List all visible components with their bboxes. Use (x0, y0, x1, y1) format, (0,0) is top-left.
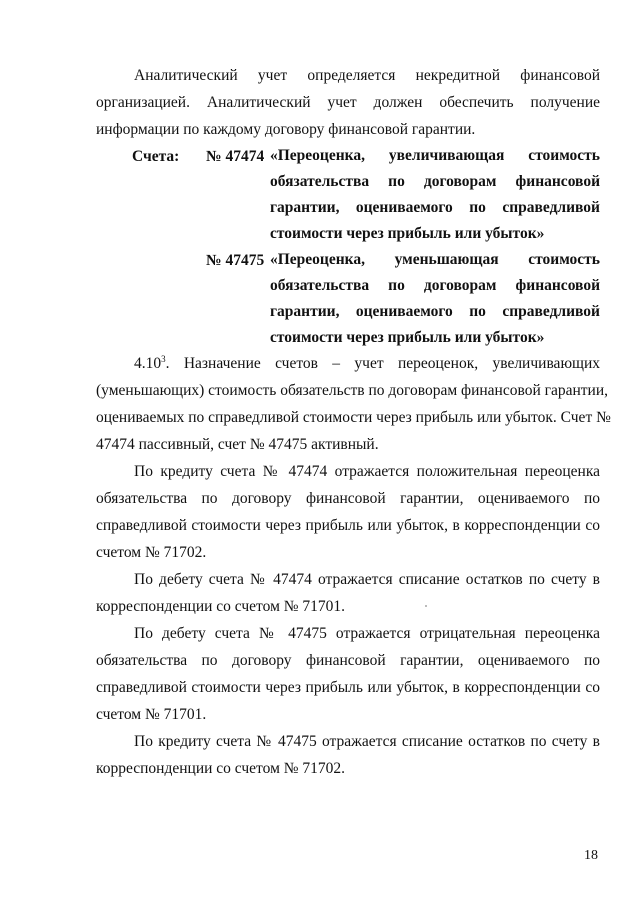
text-line: справедливой стоимости через прибыль или убыток, в корреспонденции со (96, 517, 600, 534)
section-heading-line (96, 350, 600, 377)
account-number: № 47475 (206, 252, 265, 269)
section-number-superscript: 3 (161, 354, 166, 364)
account-number: № 47474 (206, 148, 265, 165)
accounts-label: Счета: (132, 148, 180, 165)
text-line: обязательства по договорам финансовой (270, 277, 600, 294)
text-line: счетом № 71702. (96, 544, 207, 561)
text-line: По дебету счета № 47475 отражается отрицательная переоценка (134, 625, 600, 642)
debit-47474-paragraph (96, 566, 600, 620)
account-description (270, 143, 600, 247)
intro-paragraph (96, 62, 600, 143)
text-line: обязательства по договорам финансовой (270, 173, 600, 190)
text-line: корреспонденции со счетом № 71702. (96, 760, 346, 777)
section-paragraph (96, 350, 611, 458)
credit-47475-paragraph (96, 728, 600, 782)
text-line: стоимости через прибыль или убыток» (270, 329, 545, 346)
text-line: По дебету счета № 47474 отражается списание остатков по счету в (134, 571, 600, 588)
text-line: гарантии, оцениваемого по справедливой (270, 199, 600, 216)
debit-47475-paragraph (96, 620, 600, 728)
text-line: По кредиту счета № 47475 отражается списание остатков по счету в (134, 733, 600, 750)
text-line: «Переоценка, увеличивающая стоимость (270, 147, 600, 164)
text-line: корреспонденции со счетом № 71701. (96, 598, 346, 615)
text-line: обязательства по договору финансовой гарантии, оцениваемого по (96, 490, 600, 507)
text-line: 47474 пассивный, счет № 47475 активный. (96, 436, 379, 453)
text-line: счетом № 71701. (96, 706, 207, 723)
text-line: «Переоценка, уменьшающая стоимость (270, 251, 600, 268)
text-line: По кредиту счета № 47474 отражается положительная переоценка (134, 463, 600, 480)
text-line: стоимости через прибыль или убыток» (270, 225, 545, 242)
scan-speck (425, 605, 427, 607)
page-number: 18 (584, 848, 598, 863)
account-description (270, 247, 600, 351)
text-line: гарантии, оцениваемого по справедливой (270, 303, 600, 320)
text-line: (уменьшающих) стоимость обязательств по договорам финансовой гарантии, (96, 382, 609, 399)
text-line: обязательства по договору финансовой гарантии, оцениваемого по (96, 652, 600, 669)
text-line: информации по каждому договору финансовой гарантии. (96, 121, 476, 138)
section-number: 4.10 (134, 355, 162, 372)
text-fragment: . Назначение счетов – учет переоценок, увеличивающих (165, 355, 600, 372)
text-line: оцениваемых по справедливой стоимости через прибыль или убыток. Счет № (96, 409, 611, 426)
credit-47474-paragraph (96, 458, 600, 566)
text-line: Аналитический учет определяется некредитной финансовой (134, 67, 600, 84)
text-line: организацией. Аналитический учет должен обеспечить получение (96, 94, 600, 111)
text-line: справедливой стоимости через прибыль или убыток, в корреспонденции со (96, 679, 600, 696)
